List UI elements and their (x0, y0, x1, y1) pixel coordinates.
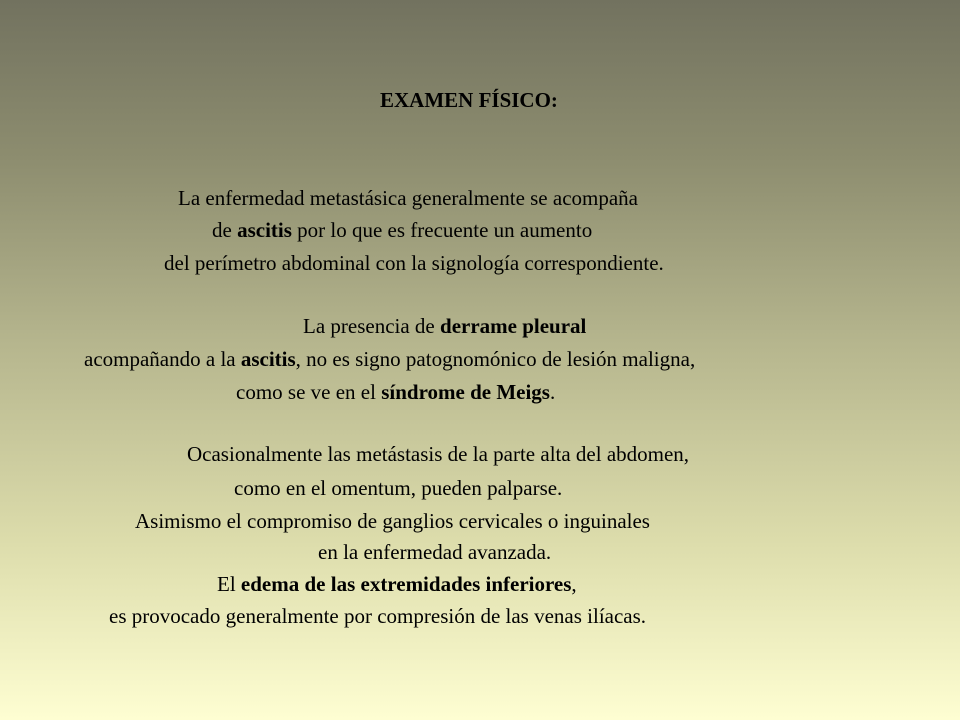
text-run: acompañando a la (84, 347, 241, 371)
text-run: La presencia de (303, 314, 441, 338)
paragraph-1-line-3: del perímetro abdominal con la signología correspondiente. (164, 251, 664, 275)
text-run: por lo que es frecuente un aumento (291, 218, 593, 242)
paragraph-3-line-1: Ocasionalmente las metástasis de la parte alta del abdomen, (187, 442, 690, 466)
paragraph-2-line-1 (303, 315, 586, 338)
paragraph-3-line-2: como en el omentum, pueden palparse. (234, 476, 563, 500)
bold-term-ascitis: ascitis (237, 218, 292, 242)
text-run: , no es signo patognomónico de lesión maligna, (295, 347, 696, 371)
bold-term-edema: edema de las extremidades inferiores (240, 572, 572, 596)
paragraph-3-line-3: Asimismo el compromiso de ganglios cervicales o inguinales (135, 509, 650, 533)
bold-term-ascitis: ascitis (240, 347, 296, 371)
text-run: de (212, 218, 238, 242)
bold-term-sindrome-meigs: síndrome de Meigs (381, 380, 550, 404)
text-run: como se ve en el (236, 380, 382, 404)
paragraph-2-line-3 (236, 381, 555, 404)
text-run: , (571, 572, 577, 596)
paragraph-1-line-2 (212, 219, 592, 242)
paragraph-2-line-2 (84, 348, 695, 371)
slide-title: EXAMEN FÍSICO: (380, 88, 558, 112)
paragraph-1-line-1: La enfermedad metastásica generalmente se acompaña (178, 186, 639, 210)
paragraph-3-line-5 (217, 573, 577, 596)
paragraph-3-line-6: es provocado generalmente por compresión de las venas ilíacas. (109, 604, 647, 628)
text-run: . (549, 380, 556, 404)
text-run: El (217, 572, 241, 596)
bold-term-derrame-pleural: derrame pleural (440, 314, 587, 338)
paragraph-3-line-4: en la enfermedad avanzada. (318, 540, 552, 564)
